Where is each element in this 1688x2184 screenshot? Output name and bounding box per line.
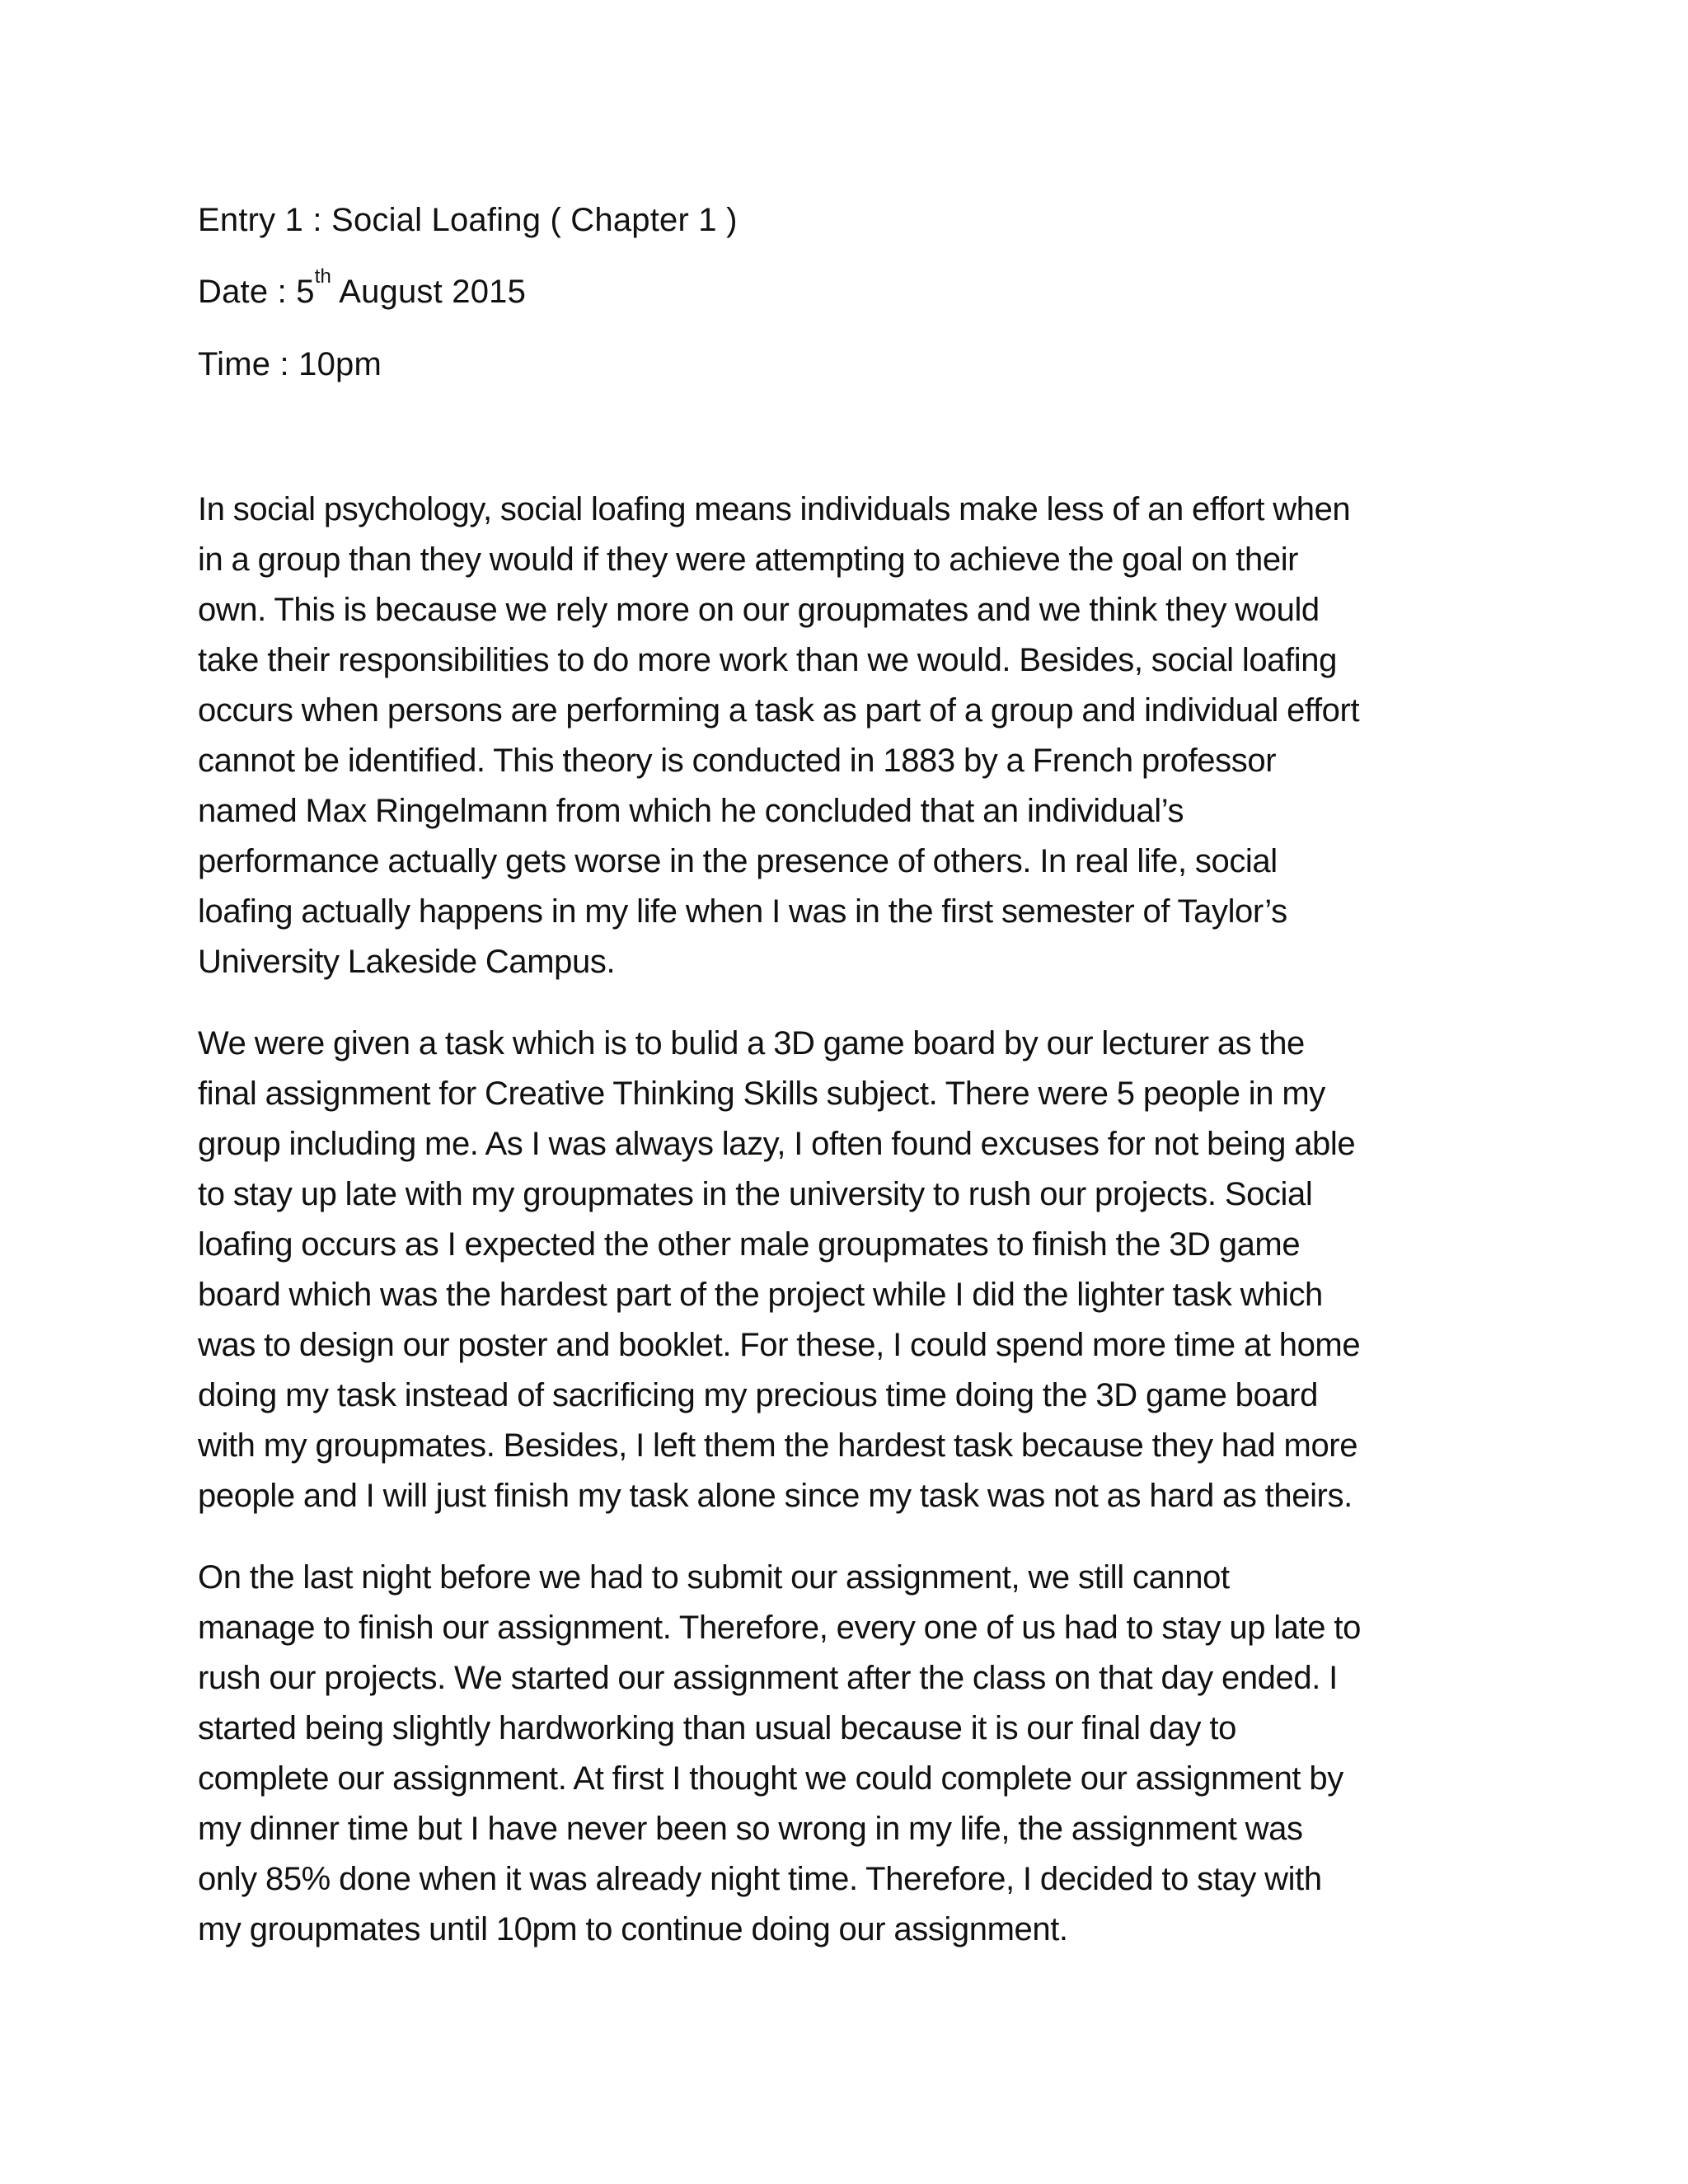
paragraph-line: started being slightly hardworking than usual because it is our final day to xyxy=(198,1710,1236,1746)
paragraph-2 xyxy=(198,1019,1500,1521)
paragraph-line: In social psychology, social loafing means individuals make less of an effort when xyxy=(198,491,1351,527)
paragraph-line: with my groupmates. Besides, I left them the hardest task because they had more xyxy=(198,1427,1358,1464)
paragraph-line: cannot be identified. This theory is conducted in 1883 by a French professor xyxy=(198,743,1277,779)
paragraph-3 xyxy=(198,1553,1500,1955)
paragraph-line: my groupmates until 10pm to continue doing our assignment. xyxy=(198,1911,1068,1947)
date-ordinal-suffix: th xyxy=(314,265,332,288)
paragraph-line: loafing occurs as I expected the other male groupmates to finish the 3D game xyxy=(198,1226,1301,1263)
paragraph-line: was to design our poster and booklet. For these, I could spend more time at home xyxy=(198,1327,1361,1363)
paragraph-1 xyxy=(198,485,1500,987)
paragraph-line: take their responsibilities to do more work than we would. Besides, social loafing xyxy=(198,642,1337,678)
entry-time: Time : 10pm xyxy=(198,346,382,382)
paragraph-line: We were given a task which is to bulid a 3D game board by our lecturer as the xyxy=(198,1025,1305,1062)
paragraph-line: my dinner time but I have never been so wrong in my life, the assignment was xyxy=(198,1811,1303,1847)
paragraph-line: to stay up late with my groupmates in the university to rush our projects. Social xyxy=(198,1176,1313,1212)
paragraph-line: named Max Ringelmann from which he concluded that an individual’s xyxy=(198,793,1184,829)
paragraph-line: doing my task instead of sacrificing my precious time doing the 3D game board xyxy=(198,1377,1318,1413)
date-prefix: Date : 5 xyxy=(198,274,315,310)
entry-body xyxy=(198,485,1500,1986)
paragraph-line: people and I will just finish my task alone since my task was not as hard as theirs. xyxy=(198,1478,1353,1514)
paragraph-line: performance actually gets worse in the presence of others. In real life, social xyxy=(198,843,1278,879)
entry-title: Entry 1 : Social Loafing ( Chapter 1 ) xyxy=(198,202,738,238)
paragraph-line: final assignment for Creative Thinking Skills subject. There were 5 people in my xyxy=(198,1076,1325,1112)
paragraph-line: complete our assignment. At first I thought we could complete our assignment by xyxy=(198,1760,1343,1797)
paragraph-line: board which was the hardest part of the project while I did the lighter task which xyxy=(198,1277,1323,1313)
paragraph-line: rush our projects. We started our assignment after the class on that day ended. I xyxy=(198,1660,1338,1696)
paragraph-line: manage to finish our assignment. Therefore, every one of us had to stay up late to xyxy=(198,1610,1361,1646)
date-suffix: August 2015 xyxy=(331,274,527,310)
paragraph-line: in a group than they would if they were attempting to achieve the goal on their xyxy=(198,541,1299,578)
paragraph-line: group including me. As I was always lazy, I often found excuses for not being able xyxy=(198,1126,1356,1162)
paragraph-line: own. This is because we rely more on our groupmates and we think they would xyxy=(198,592,1320,628)
paragraph-line: occurs when persons are performing a task as part of a group and individual effort xyxy=(198,692,1360,729)
paragraph-line: University Lakeside Campus. xyxy=(198,944,616,980)
paragraph-line: On the last night before we had to submit our assignment, we still cannot xyxy=(198,1559,1230,1596)
entry-date xyxy=(198,265,527,312)
paragraph-line: only 85% done when it was already night time. Therefore, I decided to stay with xyxy=(198,1861,1322,1897)
paragraph-line: loafing actually happens in my life when I was in the first semester of Taylor’s xyxy=(198,893,1287,930)
